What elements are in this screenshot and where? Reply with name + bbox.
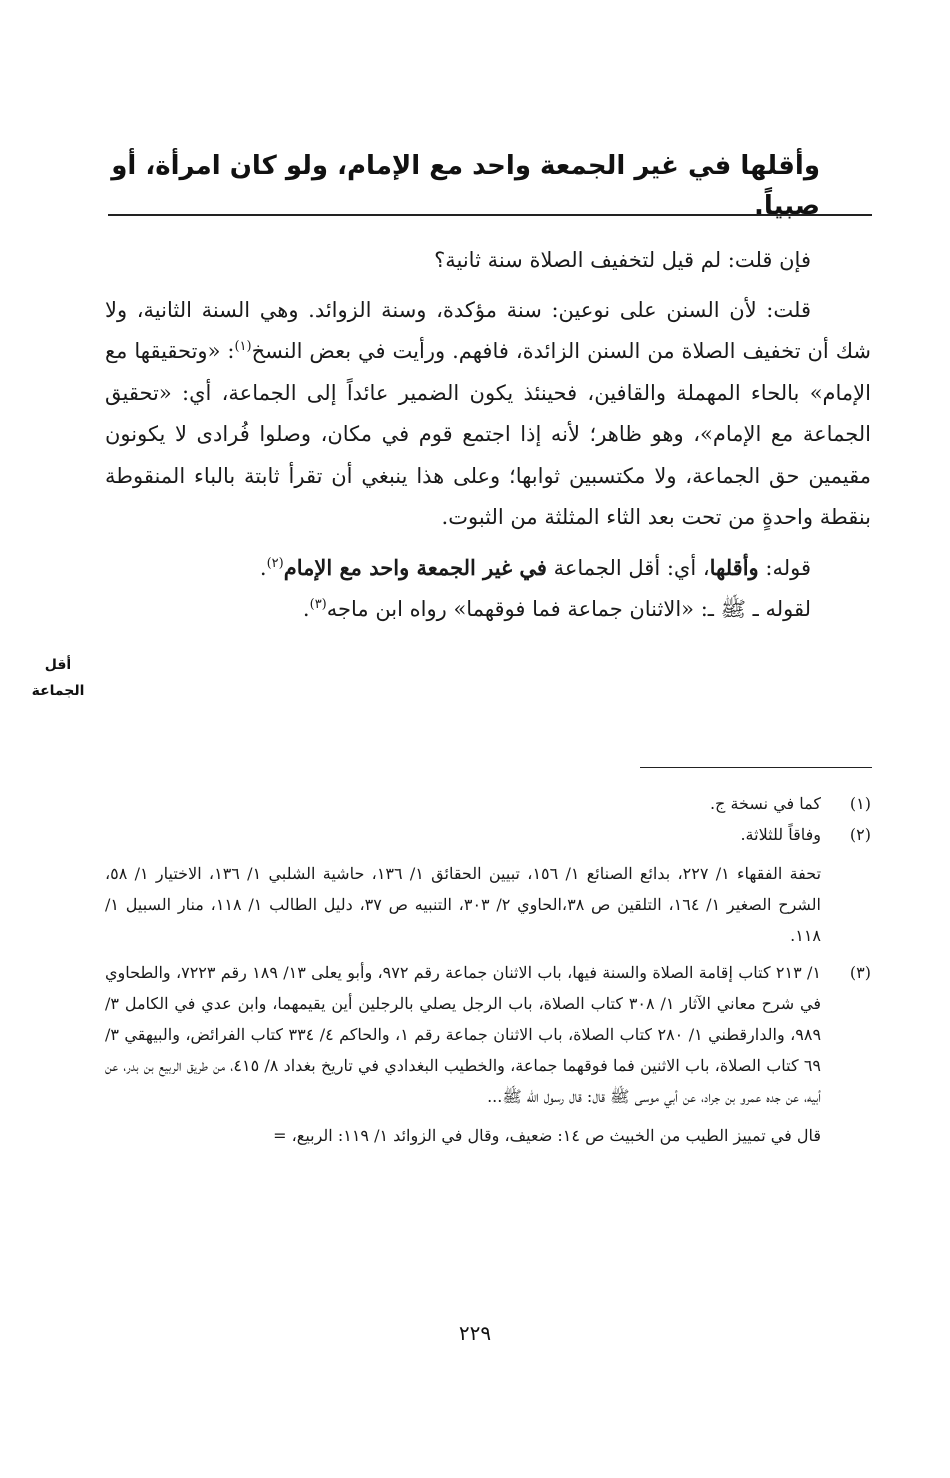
footnote-number: (١) — [849, 794, 871, 813]
paragraph-question — [105, 240, 871, 282]
matn-heading: وأقلها في غير الجمعة واحد مع الإمام، ولو كان امرأة، أو صبياً. — [111, 151, 820, 221]
quote-middle: ، أي: أقل الجماعة — [546, 555, 710, 580]
margin-note — [18, 652, 98, 704]
footnote-2 — [105, 819, 871, 850]
margin-note-line1: أقل — [44, 657, 72, 673]
quote-bold-word: وأقلها — [709, 554, 759, 580]
footnote-number: (٢) — [849, 825, 871, 844]
top-divider — [108, 214, 872, 216]
footnote-ref-1: (١) — [234, 339, 252, 354]
answer-text-part2: : «وتحقيقها مع الإمام» بالحاء المهملة والقافين، فحينئذ يكون الضمير عائداً إلى الجماعة، أي: «تحقيق الجماعة مع الإمام»، وهو ظاهر؛ لأنه إذا اجتمع قوم في مكان، وصلوا فُرادى لا يكونون مقيمين حق الجماعة، ولا مكتسبين ثوابها؛ وعلى هذا ينبغي أن تقرأ ثابتة بالباء المنقوطة بنقطة واحدةٍ من تحت بعد الثاء المثلثة من الثبوت. — [105, 339, 871, 529]
footnotes — [105, 788, 871, 1151]
answer-text-part1: قلت: لأن السنن على نوعين: سنة مؤكدة، وسنة الزوائد. وهي السنة الثانية، ولا شك أن تخفيف الصلاة من السنن الزائدة، فافهم. ورأيت في بعض النسخ — [105, 297, 871, 363]
footnote-2-references: تحفة الفقهاء ١/ ٢٢٧، بدائع الصنائع ١/ ١٥٦، تبيين الحقائق ١/ ١٣٦، حاشية الشلبي ١/ ١٣٦، الاختيار ١/ ٥٨، الشرح الصغير ١/ ١٦٤، التلقين ص ٣٨،الحاوي ٢/ ٣٠٣، التنبيه ص ٣٧، دليل الطالب ١/ ١١٨، منار السبيل ١/ ١١٨. — [105, 864, 822, 945]
footnote-text: كما في نسخة ج. — [709, 794, 821, 813]
footnote-ref-3: (٣) — [309, 597, 327, 612]
footnote-number: (٣) — [849, 963, 871, 982]
quote-end: . — [259, 555, 267, 580]
paragraph-quote — [105, 547, 871, 590]
footnote-ref-2: (٢) — [266, 555, 284, 571]
quote-bold-phrase: في غير الجمعة واحد مع الإمام — [283, 554, 547, 580]
footnote-text: ١/ ٢١٣ كتاب إقامة الصلاة والسنة فيها، باب الاثنان جماعة رقم ٩٧٢، وأبو يعلى ١٣/ ١٨٩ رقم ٧٢٢٣، والطحاوي في شرح معاني الآثار ١/ ٣٠٨ كتاب الصلاة، باب الرجل يصلي بالرجلين أين يقيمهما، وابن عدي في الكامل ٣/ ٩٨٩، والدارقطني ١/ ٢٨٠ كتاب الصلاة، باب الاثنان جماعة رقم ١، والحاكم ٤/ ٣٣٤ كتاب الفرائض، والبيهقي ٣/ ٦٩ كتاب الصلاة، باب الاثنين فما فوقهما جماعة، والخطيب البغدادي في تاريخ بغداد ٨/ ٤١٥، من طريق الربيع بن بدر، عن أبيه، عن جده عمرو بن جراد، عن أبي موسى ﷺ قال: قال رسول الله ﷺ... — [105, 963, 822, 1106]
margin-note-line2: الجماعة — [31, 683, 85, 699]
page-number: ٢٢٩ — [458, 1321, 492, 1345]
quote-lead: قوله: — [758, 555, 811, 580]
hadith-end: . — [302, 597, 310, 621]
footnote-3-continuation: قال في تمييز الطيب من الخبيث ص ١٤: ضعيف، وقال في الزوائد ١/ ١١٩: الربيع، = — [273, 1126, 821, 1145]
footnote-1 — [105, 788, 871, 819]
footnote-text: وفاقاً للثلاثة. — [740, 825, 821, 844]
paragraph-answer — [105, 290, 871, 539]
question-text: فإن قلت: لم قيل لتخفيف الصلاة سنة ثانية؟ — [434, 248, 811, 272]
commentary-body — [105, 240, 871, 631]
footnote-3 — [105, 957, 871, 1112]
hadith-text: لقوله ـ ﷺ ـ: «الاثنان جماعة فما فوقهما» رواه ابن ماجه — [326, 597, 811, 621]
footnote-divider — [640, 767, 872, 768]
paragraph-hadith — [105, 589, 871, 631]
